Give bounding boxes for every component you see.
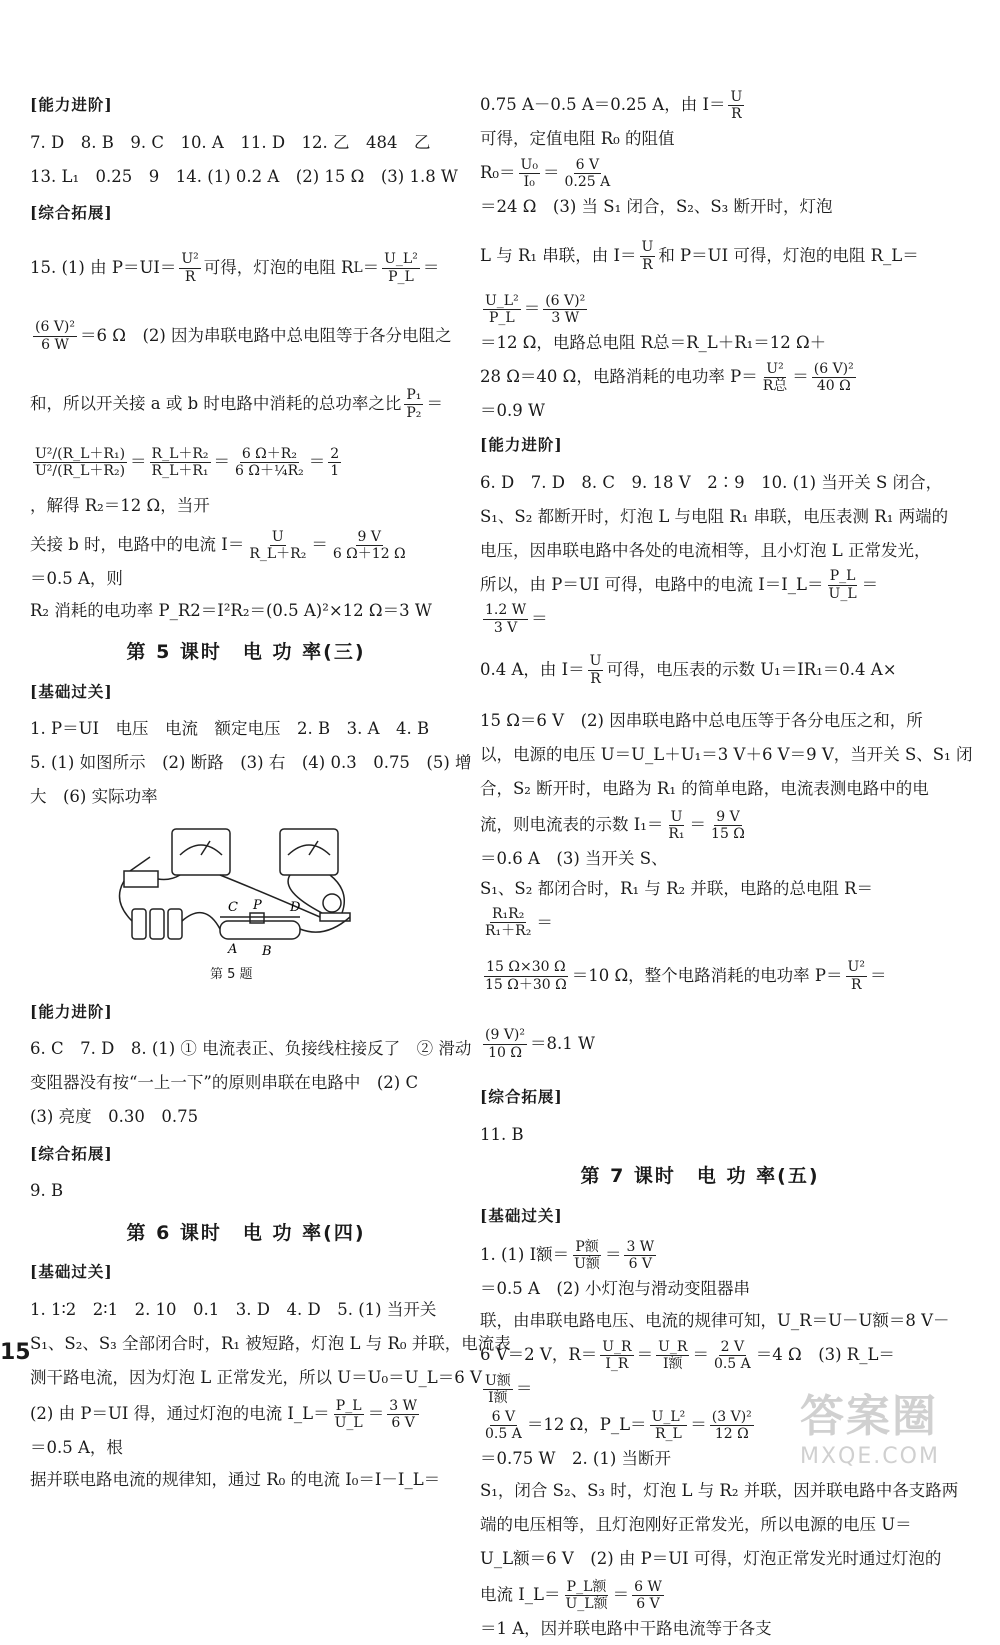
label-a: A <box>228 941 238 957</box>
fraction: $\frac{P\_L}{U\_L}$ <box>828 568 857 602</box>
fraction: $\frac{\text{(6 V)²}}{40 \Omega}$ <box>813 360 854 394</box>
fraction: $\frac{\text{U\_L²}}{R\_L}$ <box>651 1409 686 1443</box>
answer-line: 以，电源的电压 U＝U_L＋U₁＝3 V＋6 V＝9 V，当开关 S、S₁ 闭 <box>480 744 973 764</box>
answer-line: 1. P＝UI 电压 电流 额定电压 2. B 3. A 4. B <box>30 719 430 739</box>
fraction: $\frac{U}{\text{R₁}}$ <box>668 808 685 842</box>
answer-line: 6. D 7. D 8. C 9. 18 V 2∶9 10. (1) 当开关 S 闭合， <box>480 472 943 492</box>
fraction: $\frac{6 W}{6 V}$ <box>634 1579 662 1613</box>
answer-line: 28 Ω＝40 Ω，电路消耗的电功率 P＝ $\frac{\text{U²}}{\text{R总}}$ ＝ $\frac{\text{(6 V)²}}{40 \Omega}$ ＝0.9 W <box>480 360 854 420</box>
fraction: $\frac{2 V}{0.5 A}$ <box>713 1338 751 1372</box>
fraction: $\frac{U}{R}$ <box>641 239 654 273</box>
figure-caption: 第 5 题 <box>210 966 253 982</box>
lesson-title: 第 6 课时 电 功 率(四) <box>126 1221 366 1244</box>
fraction: $\frac{6 V}{0.25 A}$ <box>564 156 611 190</box>
fraction: $\frac{15 \Omega\times 30 \Omega}{15 \Omega+30 \Omega}$ <box>485 959 567 993</box>
fraction: $\frac{U}{\text{R\_L＋R₂}}$ <box>249 528 307 562</box>
lesson-title: 第 5 课时 电 功 率(三) <box>126 641 366 663</box>
fraction: $\frac{\text{U²/(R\_L＋R₁)}}{\text{U²/(R\_L＋R₂)}}$ <box>35 445 126 479</box>
section-heading: [ 基础过关 ] <box>30 675 462 709</box>
section-heading: [ 基础过关 ] <box>480 1199 920 1233</box>
fraction: $\frac{\text{P额}}{\text{U额}}$ <box>574 1239 600 1273</box>
section-heading: [ 能力进阶 ] <box>480 428 920 462</box>
watermark-logo <box>800 1380 990 1469</box>
fraction: $\frac{1.2 W}{3 V}$ <box>485 602 527 636</box>
answer-line: 0.75 A－0.5 A＝0.25 A，由 I＝ $\frac{U}{R}$ 可得，定值电阻 R₀ 的阻值 <box>480 88 743 148</box>
answer-line: 和，所以开关接 a 或 b 时电路中消耗的总功率之比 $\frac{\text{P₁}}{\text{P₂}}$ ＝ <box>30 387 443 421</box>
answer-line: 电流 I_L＝ $\frac{\text{P\_L额}}{\text{U\_L额}}$ ＝ $\frac{6 W}{6 V}$ ＝1 A，因并联电路中干路电流等于各支 <box>480 1579 772 1639</box>
fraction: $\frac{\text{6 Ω＋R₂}}{\text{6 Ω＋¼R₂}}$ <box>235 445 304 479</box>
answer-line: 1. (1) I额＝ $\frac{\text{P额}}{\text{U额}}$ ＝ $\frac{3 W}{6 V}$ ＝0.5 A (2) 小灯泡与滑动变阻器串 <box>480 1239 751 1299</box>
section-heading: [ 基础过关 ] <box>30 1255 462 1289</box>
watermark-url: MXQE.COM <box>800 1444 940 1469</box>
fraction: $\frac{U\_R}{\text{I额}}$ <box>658 1338 688 1372</box>
answer-line: S₁、S₂ 都断开时，灯泡 L 与电阻 R₁ 串联，电压表测 R₁ 两端的 <box>480 506 949 526</box>
section-heading: [ 综合拓展 ] <box>30 196 462 230</box>
fraction: $\frac{\text{U²}}{R}$ <box>847 959 865 993</box>
answer-line: S₁、S₂、S₃ 全部闭合时，R₁ 被短路，灯泡 L 与 R₀ 并联，电流表 <box>30 1333 511 1353</box>
fraction: $\frac{\text{U²}}{\text{R总}}$ <box>762 360 788 394</box>
answer-line: 所以，由 P＝UI 可得，电路中的电流 I＝I_L＝ $\frac{P\_L}{U\_L}$ ＝ $\frac{1.2 W}{3 V}$ ＝ <box>480 568 879 636</box>
answer-line: 15 Ω＝6 V (2) 因串联电路中总电压等于各分电压之和，所 <box>480 710 923 730</box>
section-heading: [ 能力进阶 ] <box>30 88 462 122</box>
answer-line: 变阻器没有按“一上一下”的原则串联在电路中 (2) C <box>30 1073 419 1093</box>
circuit-figure <box>110 821 380 991</box>
answer-line: L 与 R₁ 串联，由 I＝ $\frac{U}{R}$ 和 P＝UI 可得，灯泡的电阻 R_L＝ <box>480 239 919 273</box>
fraction: $\frac{\text{U额}}{\text{I额}}$ <box>485 1372 511 1406</box>
answer-line: 9. B <box>30 1181 64 1201</box>
answer-line: S₁、S₂ 都闭合时，R₁ 与 R₂ 并联，电路的总电阻 R＝ $\frac{\text{R₁R₂}}{\text{R₁＋R₂}}$ ＝ <box>480 878 874 940</box>
fraction: $\frac{\text{U\_L²}}{P\_L}$ <box>384 251 418 285</box>
answer-line: 7. D 8. B 9. C 10. A 11. D 12. 乙 484 乙 <box>30 132 431 152</box>
answer-line: 测干路电流，因为灯泡 L 正常发光，所以 U＝U₀＝U_L＝6 V <box>30 1367 482 1387</box>
answer-line: $\frac{6 V}{0.5 A}$ ＝12 Ω，P_L＝ $\frac{\text{U\_L²}}{R\_L}$ ＝ $\frac{\text{(3 V)²}}{12 \Omega}$ ＝0.75 W 2. (1) 当断开 <box>480 1409 752 1469</box>
fraction: $\frac{\text{P\_L额}}{\text{U\_L额}}$ <box>565 1579 608 1613</box>
fraction: $\frac{\text{U\_L²}}{P\_L}$ <box>485 292 519 326</box>
fraction: $\frac{2}{1}$ <box>330 445 340 479</box>
fraction: $\frac{3 W}{6 V}$ <box>389 1397 417 1431</box>
fraction: $\frac{9 V}{6 \Omega+12 \Omega}$ <box>332 528 406 562</box>
fraction: $\frac{U}{R}$ <box>589 653 602 687</box>
fraction: $\frac{\text{(3 V)²}}{12 \Omega}$ <box>711 1409 752 1443</box>
section-heading: [ 综合拓展 ] <box>30 1137 462 1171</box>
answer-line: $\frac{\text{(9 V)²}}{10 \Omega}$ ＝8.1 W <box>485 1027 595 1061</box>
fraction: $\frac{U\_R}{I\_R}$ <box>602 1338 632 1372</box>
lesson-title: 第 7 课时 电 功 率(五) <box>580 1165 820 1187</box>
answer-line: 关接 b 时，电路中的电流 I＝ $\frac{U}{\text{R\_L＋R₂}}$ ＝ $\frac{9 V}{6 \Omega+12 \Omega}$ ＝0.5 A，则 <box>30 528 406 588</box>
fraction: $\frac{6 V}{0.5 A}$ <box>485 1409 522 1443</box>
answer-line: 1. 1∶2 2∶1 2. 10 0.1 3. D 4. D 5. (1) 当开关 <box>30 1299 437 1319</box>
page-number: 15 <box>0 1340 31 1365</box>
fraction: $\frac{\text{(9 V)²}}{10 \Omega}$ <box>485 1027 526 1061</box>
label-b: B <box>262 943 272 959</box>
answer-line: U_L额＝6 V (2) 由 P＝UI 可得，灯泡正常发光时通过灯泡的 <box>480 1549 942 1569</box>
fraction: $\frac{\text{P₁}}{\text{P₂}}$ <box>406 387 422 421</box>
circuit-diagram <box>110 821 380 961</box>
label-d: D <box>290 899 301 915</box>
answer-line: (3) 亮度 0.30 0.75 <box>30 1107 199 1127</box>
fraction: $\frac{9 V}{15 \Omega}$ <box>711 808 745 842</box>
label-c: C <box>228 899 238 915</box>
fraction: $\frac{3 W}{6 V}$ <box>626 1239 655 1273</box>
fraction: $\frac{U}{R}$ <box>730 88 743 122</box>
section-heading: [ 能力进阶 ] <box>30 995 462 1029</box>
answer-line: 端的电压相等，且灯泡刚好正常发光，所以电源的电压 U＝ <box>480 1515 912 1535</box>
answer-line: 15. (1) 由 P＝UI＝ $\frac{\text{U²}}{R}$ 可得，灯泡的电阻 R L ＝ $\frac{\text{U\_L²}}{P\_L}$ ＝ <box>30 251 440 285</box>
fraction: $\frac{P\_L}{U\_L}$ <box>334 1397 363 1431</box>
fraction: $\frac{\text{R₁R₂}}{\text{R₁＋R₂}}$ <box>485 906 532 940</box>
answer-line: 6. C 7. D 8. (1) ① 电流表正、负接线柱接反了 ② 滑动 <box>30 1039 472 1059</box>
answer-line: (2) 由 P＝UI 得，通过灯泡的电流 I_L＝ $\frac{P\_L}{U\_L}$ ＝ $\frac{3 W}{6 V}$ ＝0.5 A，根 <box>30 1397 417 1457</box>
fraction: $\frac{\text{U²}}{R}$ <box>181 251 199 285</box>
answer-line: $\frac{\text{U²/(R\_L＋R₁)}}{\text{U²/(R\_L＋R₂)}}$ ＝ $\frac{\text{R\_L＋R₂}}{\text{R\_L＋R₁}}$ ＝ $\frac{\text{6 Ω＋R₂}}{\text{6 Ω＋¼R₂}}$ ＝ $\frac{2}{1}$ ，解得 R₂＝12 Ω，当开 <box>30 445 340 515</box>
answer-line: 据并联电路电流的规律知，通过 R₀ 的电流 I₀＝I－I_L＝ <box>30 1469 441 1489</box>
answer-line: $\frac{15 \Omega\times 30 \Omega}{15 \Omega+30 \Omega}$ ＝10 Ω，整个电路消耗的电功率 P＝ $\frac{\text{U²}}{R}$ ＝ <box>485 959 887 993</box>
answer-line: 11. B <box>480 1124 524 1144</box>
answer-line: R₀＝ $\frac{\text{U₀}}{\text{I₀}}$ ＝ $\frac{6 V}{0.25 A}$ ＝24 Ω (3) 当 S₁ 闭合，S₂、S₃ 断开时，灯泡 <box>480 156 833 216</box>
answer-line: R₂ 消耗的电功率 P_R2＝I²R₂＝(0.5 A)²×12 Ω＝3 W <box>30 600 432 620</box>
answer-line: 合，S₂ 断开时，电路为 R₁ 的简单电路，电流表测电路中的电 <box>480 778 929 798</box>
answer-line: 电压，因串联电路中各处的电流相等，且小灯泡 L 正常发光， <box>480 540 931 560</box>
answer-line: $\frac{\text{U\_L²}}{P\_L}$ ＝ $\frac{\text{(6 V)²}}{3 W}$ ＝12 Ω，电路总电阻 R总＝R_L＋R₁＝12 Ω＋ <box>480 292 827 352</box>
answer-line: 13. L₁ 0.25 9 14. (1) 0.2 A (2) 15 Ω (3) 1.8 W <box>30 166 458 186</box>
fraction: $\frac{\text{(6 V)²}}{6 W}$ <box>35 319 76 353</box>
label-p: P <box>253 897 262 913</box>
fraction: $\frac{\text{R\_L＋R₂}}{\text{R\_L＋R₁}}$ <box>151 445 209 479</box>
fraction: $\frac{\text{U₀}}{\text{I₀}}$ <box>520 156 538 190</box>
answer-line: 大 (6) 实际功率 <box>30 787 158 807</box>
answer-line: $\frac{\text{(6 V)²}}{6 W}$ ＝6 Ω (2) 因为串联电路中总电阻等于各分电阻之 <box>35 319 452 353</box>
section-heading: [ 综合拓展 ] <box>480 1080 920 1114</box>
answer-line: 0.4 A，由 I＝ $\frac{U}{R}$ 可得，电压表的示数 U₁＝IR₁＝0.4 A× <box>480 653 897 687</box>
answer-line: 联，由串联电路电压、电流的规律可知，U_R＝U－U额＝8 V－ <box>480 1311 950 1331</box>
answer-line: 流，则电流表的示数 I₁＝ $\frac{U}{\text{R₁}}$ ＝ $\frac{9 V}{15 \Omega}$ ＝0.6 A (3) 当开关 S、 <box>480 808 745 868</box>
answer-line: 6 V＝2 V，R＝ $\frac{U\_R}{I\_R}$ ＝ $\frac{U\_R}{\text{I额}}$ ＝ $\frac{2 V}{0.5 A}$ ＝4 Ω (3) R_L＝ $\frac{\text{U额}}{\text{I额}}$ ＝ <box>480 1338 895 1406</box>
answer-line: 5. (1) 如图所示 (2) 断路 (3) 右 (4) 0.3 0.75 (5) 增 <box>30 753 472 773</box>
fraction: $\frac{\text{(6 V)²}}{3 W}$ <box>545 292 586 326</box>
watermark-text: 答案圈 <box>800 1391 938 1442</box>
answer-line: S₁，闭合 S₂、S₃ 时，灯泡 L 与 R₂ 并联，因并联电路中各支路两 <box>480 1481 959 1501</box>
